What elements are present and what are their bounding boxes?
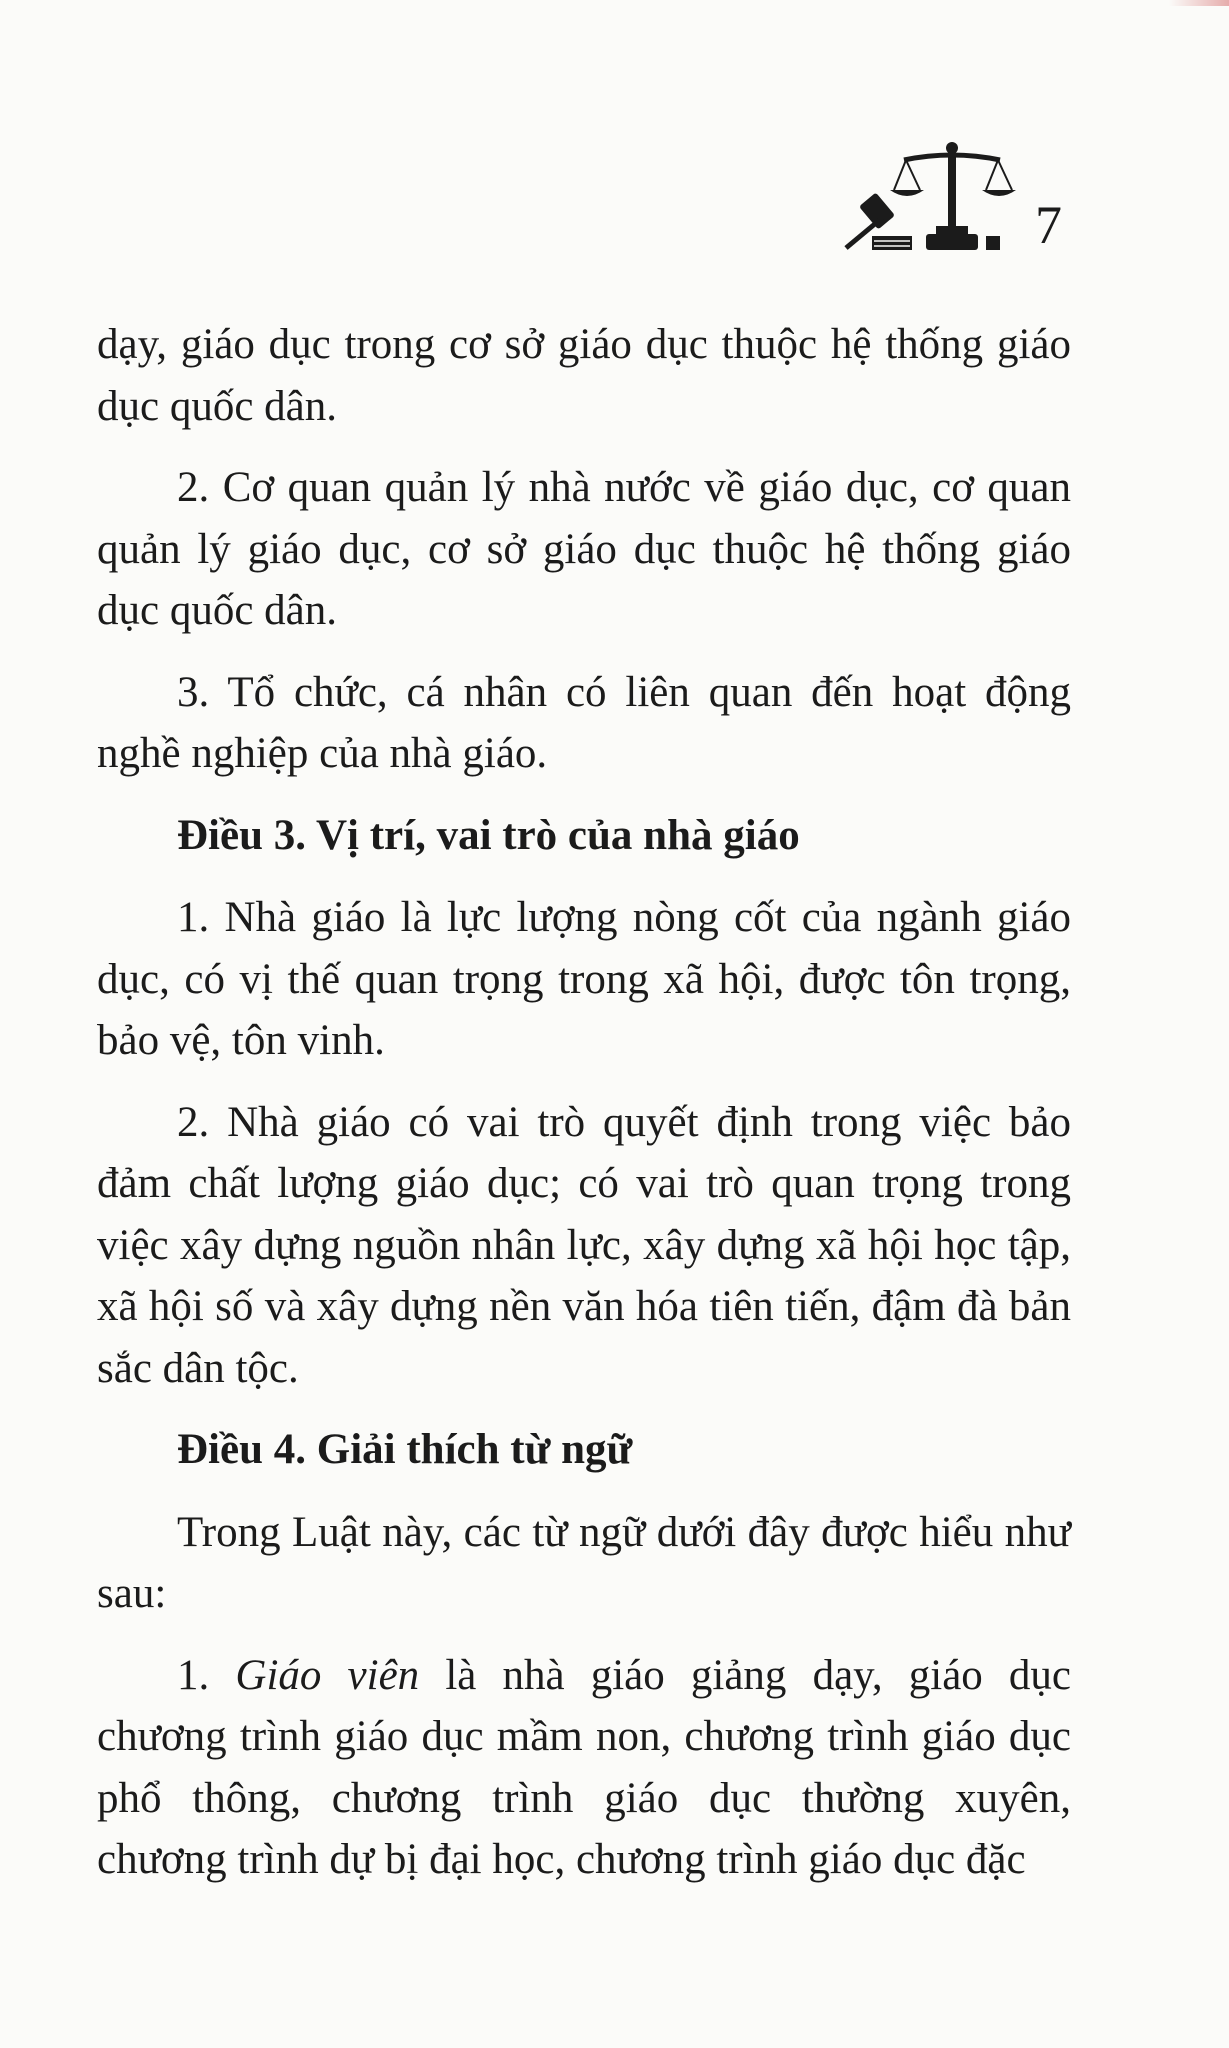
article-4-intro: Trong Luật này, các từ ngữ dưới đây được hiểu như sau:	[97, 1508, 1071, 1617]
article-3-heading: Điều 3. Vị trí, vai trò của nhà giáo	[177, 811, 800, 859]
article-4-heading: Điều 4. Giải thích từ ngữ	[177, 1426, 633, 1473]
scales-and-gavel-icon	[842, 138, 1017, 256]
paragraph-clause-3: 3. Tổ chức, cá nhân có liên quan đến hoạt động nghề nghiệp của nhà giáo.	[97, 668, 1071, 777]
clause-definition: là nhà giáo giảng dạy, giáo dục chương trình giáo dục mầm non, chương trình giáo dục phổ thông, chương trình giáo dục thường xuyên, chương trình dự bị đại học, chương trình giáo dục đặc	[97, 1651, 1072, 1883]
clause-number: 1.	[177, 1651, 236, 1699]
article-3-clause-2: 2. Nhà giáo có vai trò quyết định trong việc bảo đảm chất lượng giáo dục; có vai trò quan trọng trong việc xây dựng nguồn nhân lực, xây dựng xã hội học tập, xã hội số và xây dựng nền văn hóa tiên tiến, đậm đà bản sắc dân tộc.	[97, 1098, 1071, 1392]
body-text	[97, 314, 1071, 1911]
defined-term: Giáo viên	[235, 1651, 420, 1699]
page-number: 7	[1035, 195, 1062, 255]
page-edge-mark	[1169, 0, 1229, 6]
article-3-clause-1: 1. Nhà giáo là lực lượng nòng cốt của ngành giáo dục, có vị thế quan trọng trong xã hội, được tôn trọng, bảo vệ, tôn vinh.	[97, 894, 1071, 1064]
paragraph-continuation: dạy, giáo dục trong cơ sở giáo dục thuộc hệ thống giáo dục quốc dân.	[97, 321, 1071, 430]
paragraph-clause-2: 2. Cơ quan quản lý nhà nước về giáo dục, cơ quan quản lý giáo dục, cơ sở giáo dục thuộc hệ thống giáo dục quốc dân.	[97, 464, 1071, 634]
article-4-clause-1	[97, 1645, 1071, 1891]
